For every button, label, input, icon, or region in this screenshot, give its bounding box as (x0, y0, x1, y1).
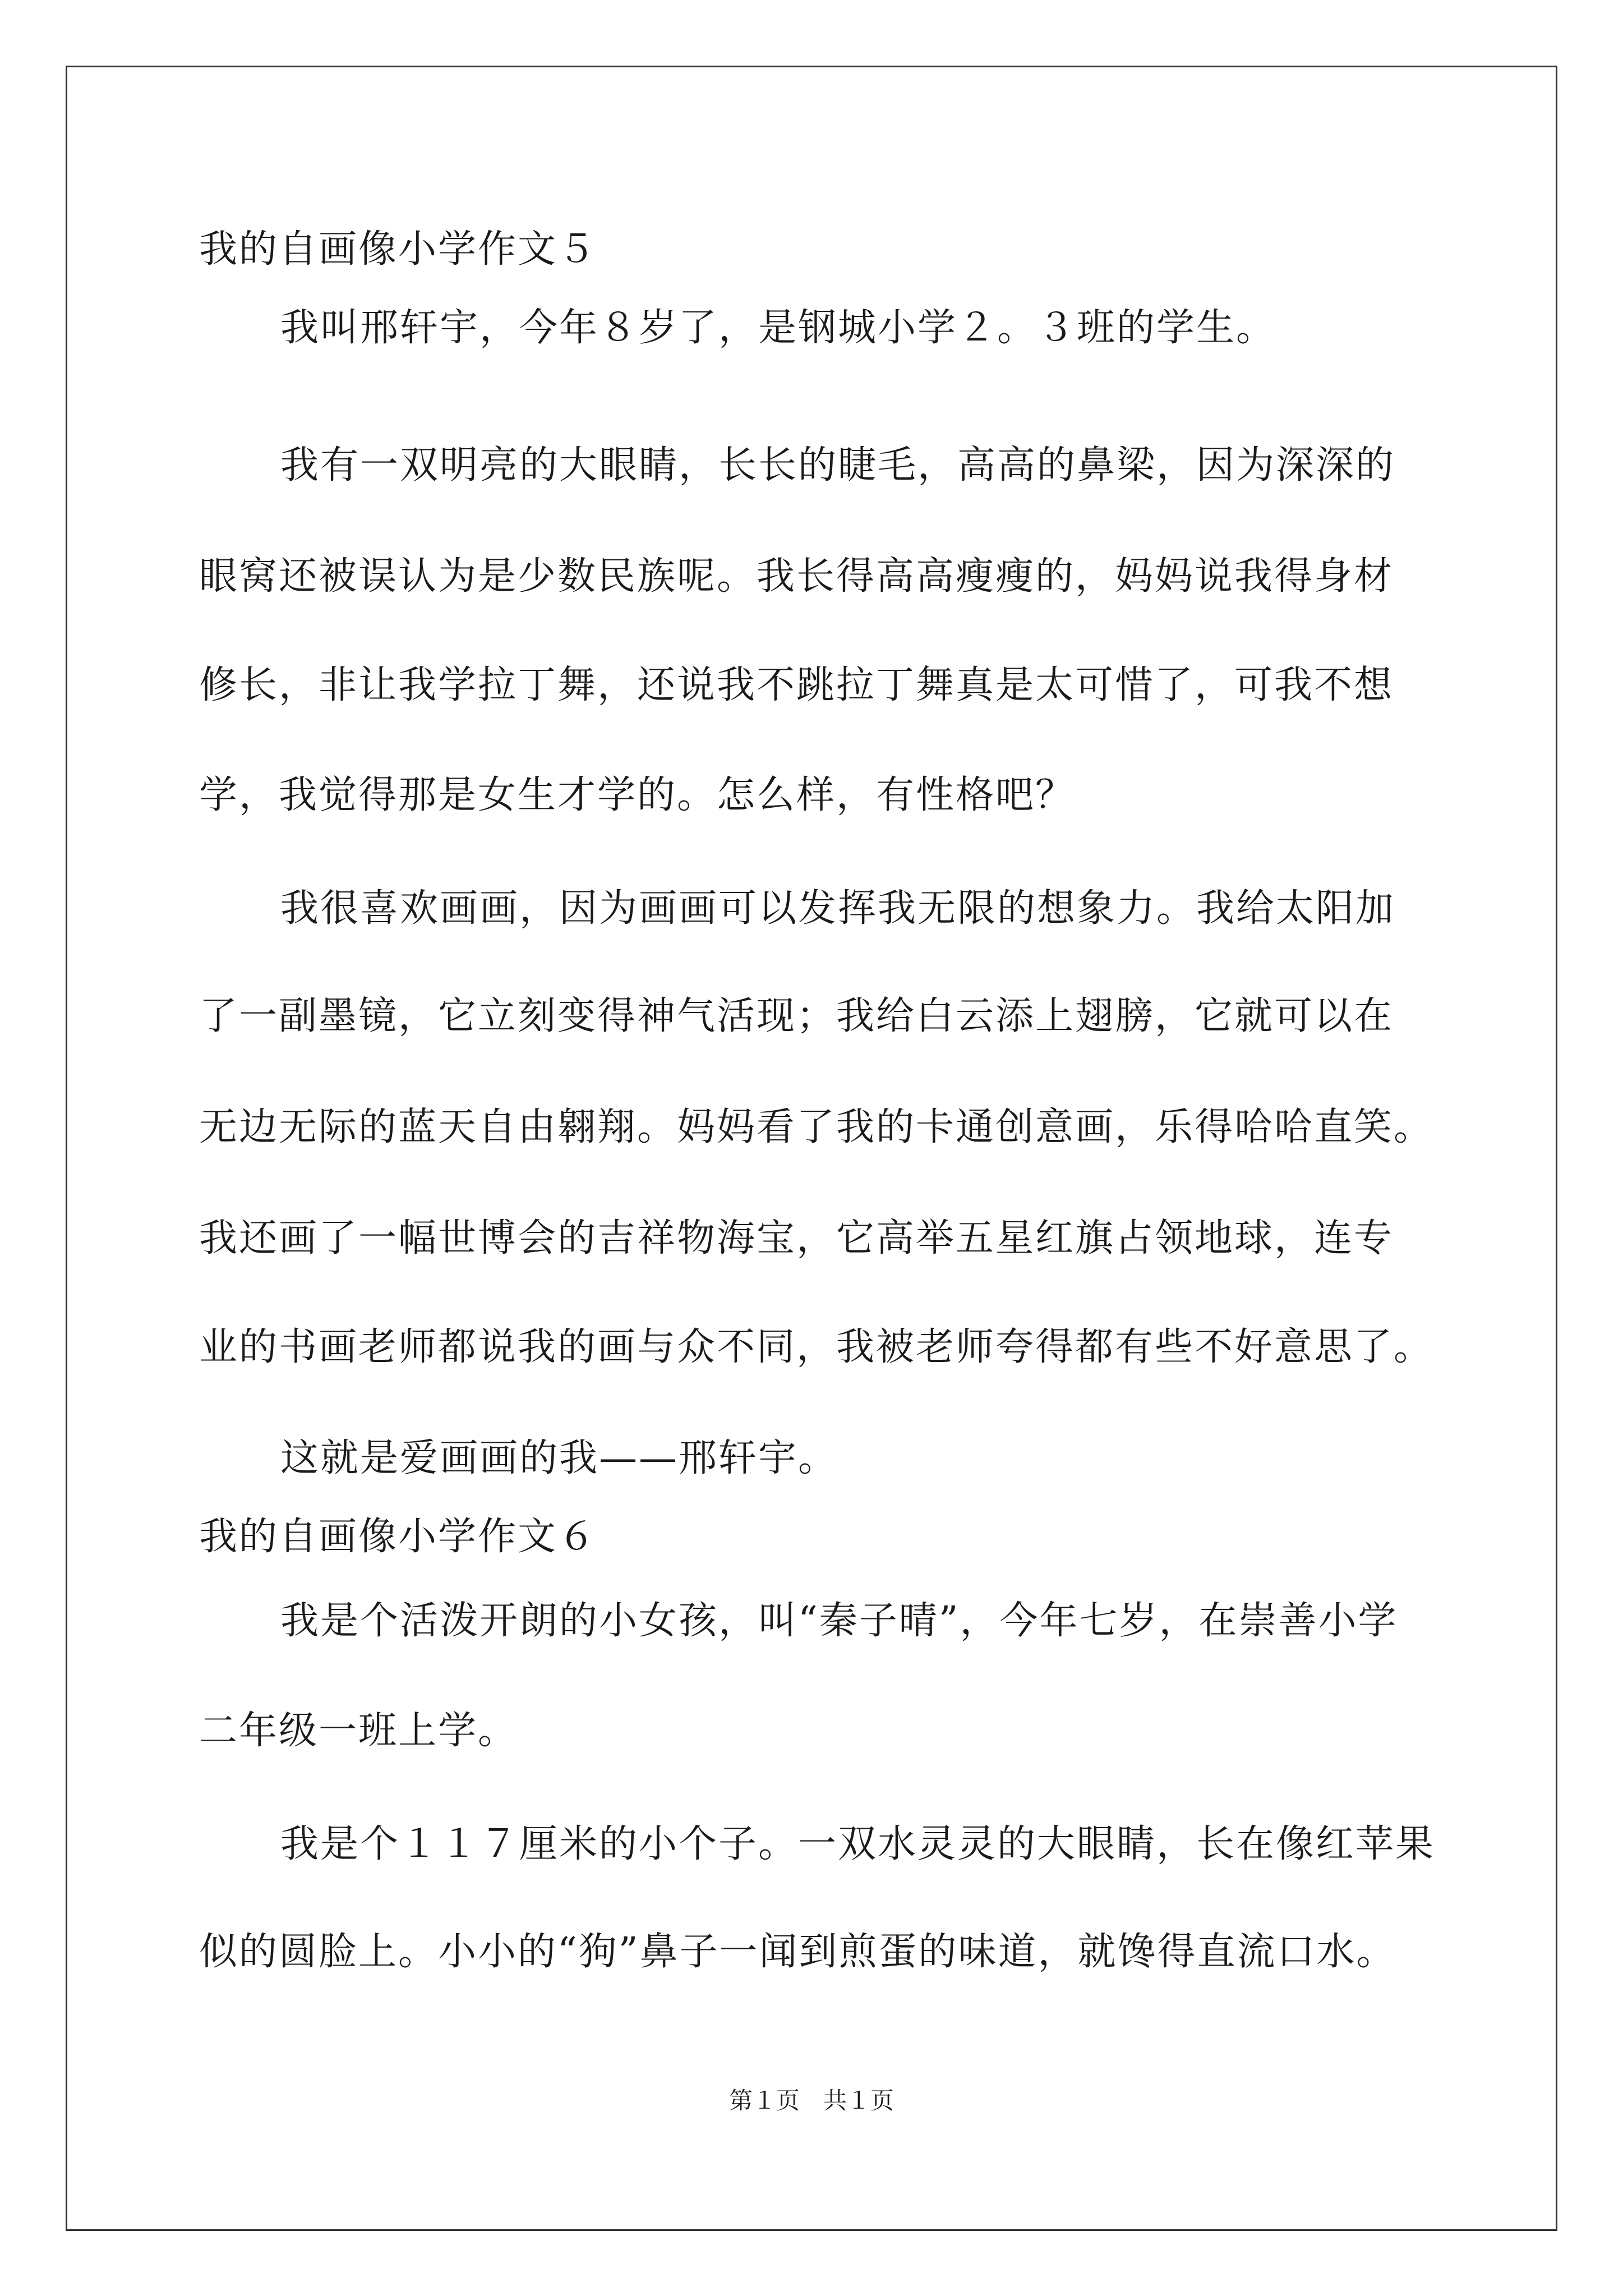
essay-6-paragraph-2-line-2: 似的圆脸上。小小的“狗”鼻子一闻到煎蛋的味道，就馋得直流口水。 (199, 1930, 1396, 1974)
essay-5-paragraph-2-line-3: 修长，非让我学拉丁舞，还说我不跳拉丁舞真是太可惜了，可我不想 (199, 663, 1394, 707)
essay-5-paragraph-2-line-4: 学，我觉得那是女生才学的。怎么样，有性格吧？ (199, 773, 1076, 817)
essay-6-paragraph-1-line-2: 二年级一班上学。 (199, 1709, 518, 1753)
essay-5-paragraph-3-line-4: 我还画了一幅世博会的吉祥物海宝，它高举五星红旗占领地球，连专 (199, 1216, 1394, 1260)
essay-5-paragraph-4: 这就是爱画画的我——邢轩宇。 (280, 1436, 838, 1480)
essay-5-paragraph-3-line-1: 我很喜欢画画，因为画画可以发挥我无限的想象力。我给太阳加 (280, 886, 1396, 931)
essay-6-paragraph-2-line-1: 我是个１１７厘米的小个子。一双水灵灵的大眼睛，长在像红苹果 (280, 1822, 1436, 1866)
page-number: 第１页 共１页 (728, 2087, 894, 2114)
essay-5-paragraph-3-line-5: 业的书画老师都说我的画与众不同，我被老师夸得都有些不好意思了。 (199, 1325, 1434, 1369)
essay-5-paragraph-3-line-3: 无边无际的蓝天自由翱翔。妈妈看了我的卡通创意画，乐得哈哈直笑。 (199, 1105, 1434, 1149)
essay-5-paragraph-2-line-2: 眼窝还被误认为是少数民族呢。我长得高高瘦瘦的，妈妈说我得身材 (199, 554, 1394, 599)
essay-5-title: 我的自画像小学作文５ (199, 227, 598, 272)
essay-5-paragraph-1: 我叫邢轩宇，今年８岁了，是钢城小学２。３班的学生。 (280, 306, 1276, 350)
essay-5-paragraph-3-line-2: 了一副墨镜，它立刻变得神气活现；我给白云添上翅膀，它就可以在 (199, 994, 1394, 1038)
essay-5-paragraph-2-line-1: 我有一双明亮的大眼睛，长长的睫毛，高高的鼻梁，因为深深的 (280, 443, 1396, 487)
essay-6-paragraph-1-line-1: 我是个活泼开朗的小女孩，叫“秦子晴”，今年七岁，在崇善小学 (280, 1599, 1398, 1643)
essay-6-title: 我的自画像小学作文６ (199, 1515, 598, 1559)
